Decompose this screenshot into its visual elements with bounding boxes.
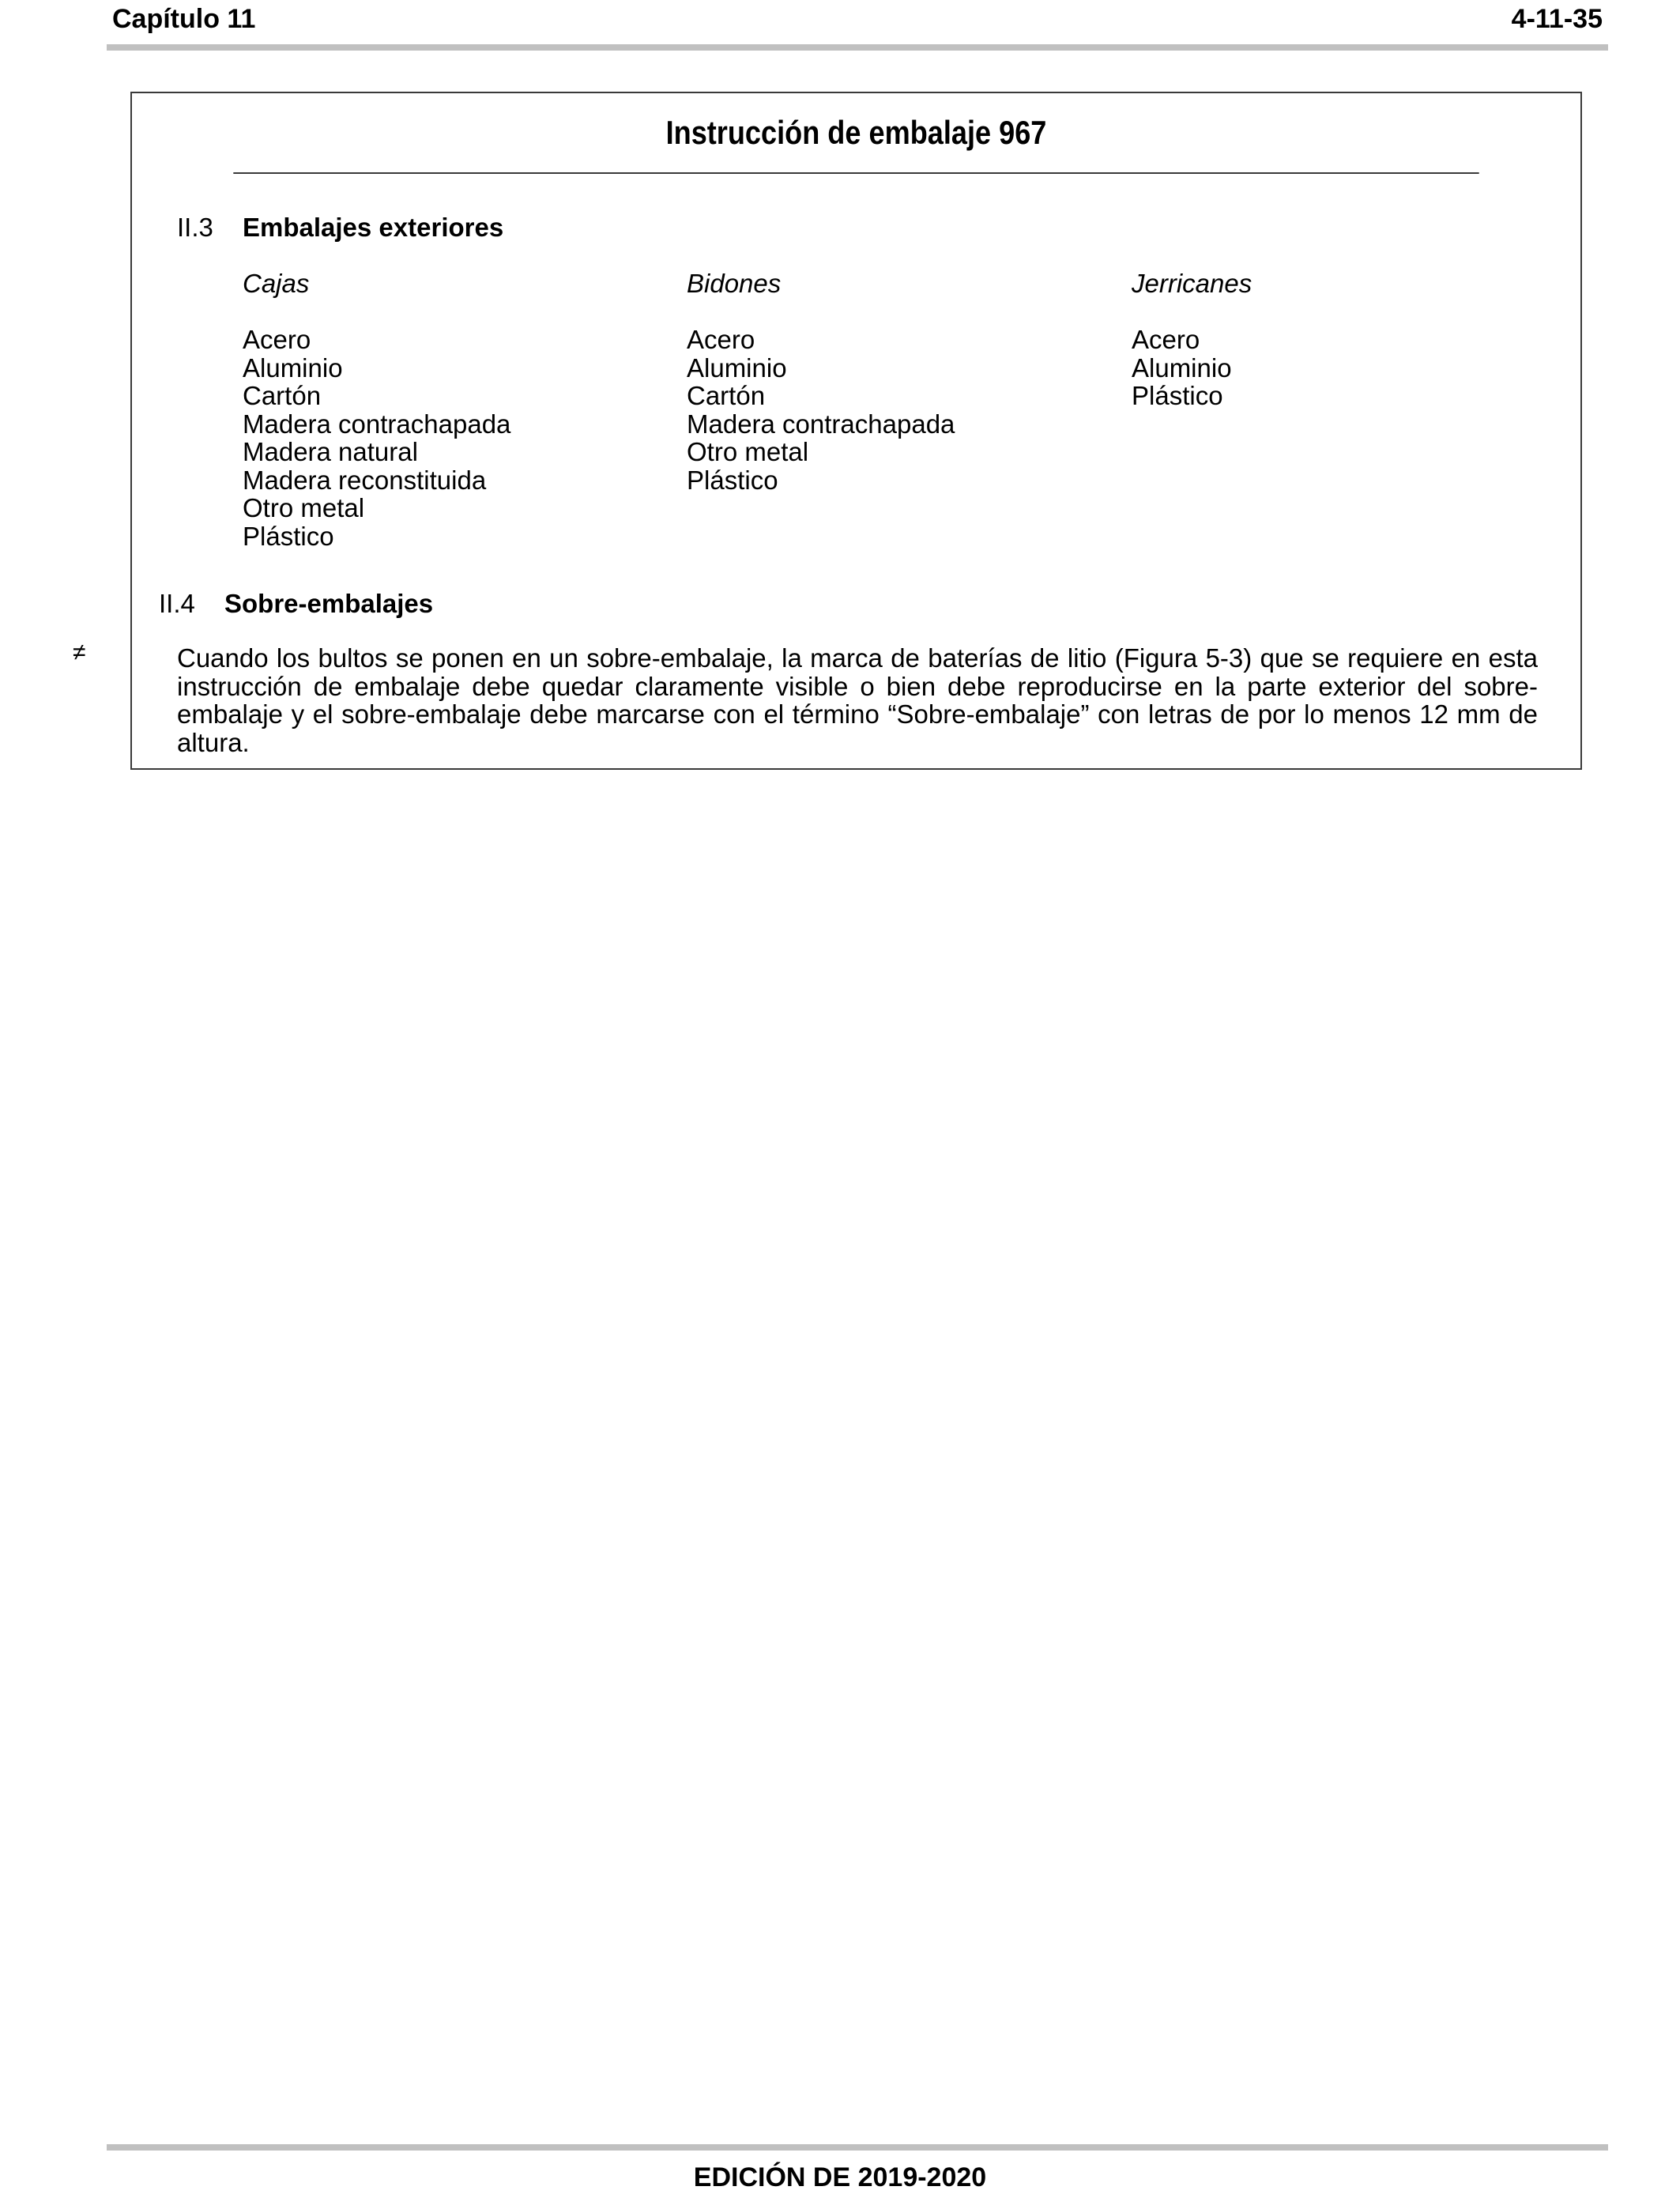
list-item: Acero [1132,325,1200,354]
list-item: Cartón [243,381,322,410]
header-rule [107,44,1608,51]
list-item: Acero [243,325,311,354]
list-item: Otro metal [243,493,365,522]
list-item: Acero [687,325,755,354]
list-item: Aluminio [1132,352,1232,383]
overpack-paragraph: Cuando los bultos se ponen en un sobre-embalaje, la marca de baterías de litio (Figura 5-3) que se requiere en esta instrucción de embalaje debe quedar claramente visible o bien debe reproducirse en la parte exterior del sobre-embalaje y el sobre-embalaje debe marcarse con el término “Sobre-embalaje” con letras de por lo menos 12 mm de altura. [177,643,1538,757]
chapter-label: Capítulo 11 [112,4,256,34]
list-item: Plástico [1132,381,1223,410]
edition-footer: EDICIÓN DE 2019-2020 [693,2162,987,2192]
column-heading-bidones: Bidones [687,269,782,298]
list-cajas [243,326,510,550]
section-title-ii4: Sobre-embalajes [224,589,434,618]
section-number-ii3: II.3 [177,213,213,242]
list-item: Aluminio [687,352,787,383]
column-heading-cajas: Cajas [243,269,310,298]
revision-mark: ≠ [73,639,86,665]
column-heading-jerricanes: Jerricanes [1132,269,1252,298]
list-item: Plástico [687,465,778,495]
section-title-ii3: Embalajes exteriores [243,213,504,242]
list-item: Madera contrachapada [687,409,955,439]
list-bidones [687,326,955,494]
box-title: Instrucción de embalaje 967 [233,93,1478,174]
list-item: Madera contrachapada [243,409,511,439]
page-number: 4-11-35 [1511,4,1603,34]
footer-rule [107,2144,1608,2151]
list-item: Madera reconstituida [243,465,487,495]
list-item: Cartón [687,381,766,410]
list-item: Plástico [243,521,334,551]
section-number-ii4: II.4 [159,589,195,618]
list-item: Aluminio [243,352,343,383]
list-jerricanes [1132,326,1232,410]
list-item: Madera natural [243,437,418,466]
list-item: Otro metal [687,437,809,466]
